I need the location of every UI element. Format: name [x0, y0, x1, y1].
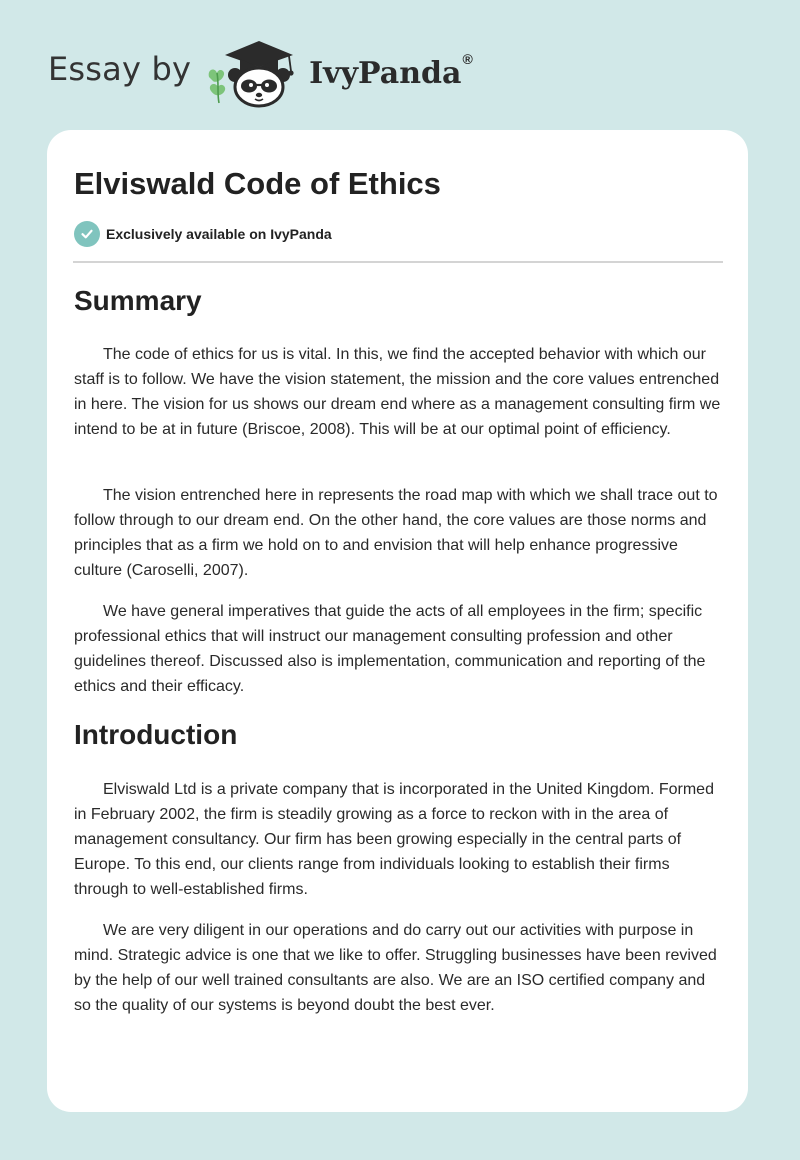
paragraph: The code of ethics for us is vital. In this, we find the accepted behavior with which our staff is to follow. We have the vision statement, the mission and the core values entrenched in here. The vision for us shows our dream end where as a management consulting firm we intend to be at in future (Briscoe, 2008). This will be at our optimal point of efficiency.	[74, 346, 721, 438]
divider	[73, 261, 723, 263]
page-title: Elviswald Code of Ethics	[74, 166, 441, 201]
exclusive-label: Exclusively available on IvyPanda	[106, 226, 332, 242]
exclusive-badge	[74, 221, 332, 247]
paragraph: We have general imperatives that guide the acts of all employees in the firm; specific professional ethics that will instruct our management consulting profession and other guidelines thereof. Discussed also is implementation, communication and reporting of the ethics and their efficacy.	[74, 603, 706, 695]
section-heading-introduction: Introduction	[74, 719, 238, 750]
check-icon	[74, 221, 100, 247]
registered-mark: ®	[462, 51, 473, 67]
paragraph: Elviswald Ltd is a private company that is incorporated in the United Kingdom. Formed in February 2002, the firm is steadily growing as a force to reckon with in the area of management consultancy. Our firm has been growing especially in the central parts of Europe. To this end, our clients range from individuals looking to establish their firms through to well-established firms.	[74, 781, 714, 898]
brand-name: IvyPanda	[309, 55, 462, 91]
brand-prefix: Essay by	[48, 50, 192, 88]
panda-graduate-icon	[205, 37, 305, 109]
paragraph: We are very diligent in our operations and do carry out our activities with purpose in mind. Strategic advice is one that we like to offer. Struggling businesses have been revived by the help of our well trained consultants are also. We are an ISO certified company and so the quality of our systems is beyond doubt the best ever.	[74, 922, 717, 1014]
paragraph: The vision entrenched here in represents the road map with which we shall trace out to follow through to our dream end. On the other hand, the core values are those norms and principles that as a firm we hold on to and envision that will help enhance progressive culture (Caroselli, 2007).	[74, 487, 718, 579]
brand-header[interactable]	[48, 36, 473, 110]
section-heading-summary: Summary	[74, 285, 202, 316]
essay-card	[47, 130, 748, 1112]
